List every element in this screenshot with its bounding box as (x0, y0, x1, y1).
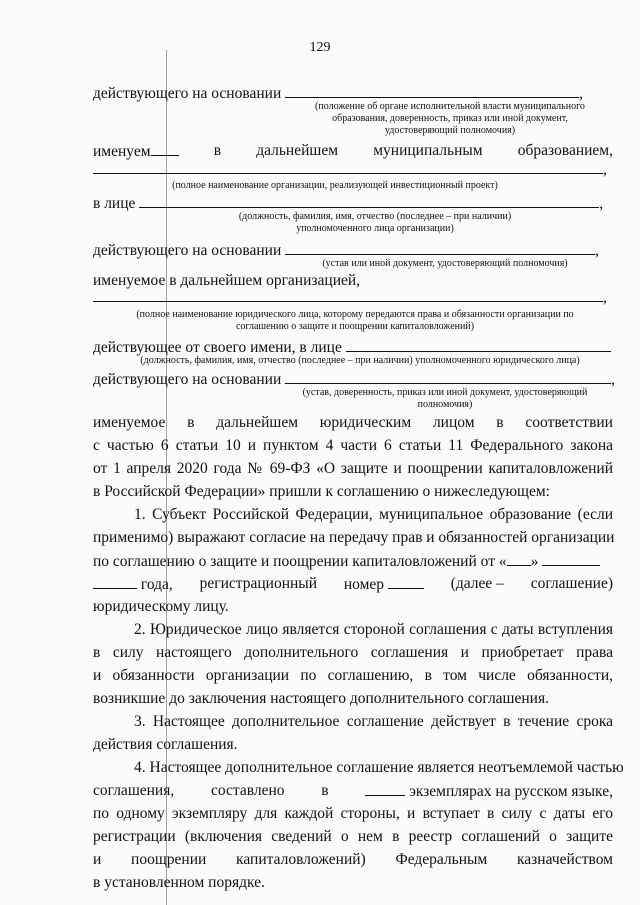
own-name-line: действующее от своего имени, в лице (93, 338, 613, 357)
blank-line-2: , (93, 288, 613, 307)
clause-1-line-4: года, регистрационный номер (далее – соглашение) (93, 575, 613, 594)
exec-note: (положение об органе исполнительной власти муниципального образования, доверенность, приказ или иной документ, удостоверяющий полномочия) (315, 101, 585, 136)
clause-2-line-3: и обязанности организации по соглашению, в том числе обязанности, (93, 667, 613, 684)
clause-3-line-1: 3. Настоящее дополнительное соглашение действует в течение срока (134, 713, 613, 730)
clause-4-line-2: соглашения, составлено в экземплярах на русском языке, (93, 782, 613, 800)
org-note: (полное наименование организации, реализующей инвестиционный проект) (172, 180, 498, 191)
in-person-line-1: в лице , (93, 195, 604, 212)
clause-1-line-1: 1. Субъект Российской Федерации, муниципальное образование (если (134, 506, 613, 523)
clause-4-line-6: в установленном порядке. (93, 874, 265, 891)
clause-1-line-3: по соглашению о защите и поощрении капиталовложений от « » (93, 552, 613, 571)
clause-4-line-3: по одному экземпляру для каждой стороны, и вступает в силу с даты его (93, 805, 613, 822)
preamble-line-2: от 1 апреля 2020 года № 69-ФЗ «О защите и поощрении капиталовложений (93, 460, 613, 477)
preamble-line-3: в Российской Федерации» пришли к соглашению о нижеследующем: (93, 483, 550, 500)
acting-basis-line-1: действующего на основании , (93, 85, 583, 102)
blank-line-1: , (93, 160, 613, 179)
clause-4-line-4: регистрации (включения сведений о нем в реестр соглашений о защите (93, 828, 613, 845)
preamble-line-1: с частью 6 статьи 10 и пунктом 4 части 6 статьи 11 Федерального закона (93, 437, 613, 454)
charter-note: (устав или иной документ, удостоверяющий полномочия) (322, 258, 568, 269)
named-org-line: именуемое в дальнейшем организацией, (93, 272, 361, 289)
clause-4-line-1: 4. Настоящее дополнительное соглашение является неотъемлемой частью (134, 759, 624, 776)
legal-person-note: (должность, фамилия, имя, отчество (последнее – при наличии) уполномоченного юридического лица) (140, 355, 580, 366)
acting-basis-line-3: действующего на основании , (93, 371, 615, 388)
clause-3-line-2: действия соглашения. (93, 736, 238, 753)
clause-1-line-5: юридическому лицу. (93, 598, 229, 615)
clause-4-line-5: и поощрении капиталовложений) Федеральным казначейством (93, 851, 613, 868)
clause-1-line-2: применимо) выражают согласие на передачу прав и обязанностей организации (93, 529, 615, 546)
clause-2-line-2: в силу настоящего дополнительного соглашения и приобретает права (93, 644, 613, 661)
power-note: (устав, доверенность, приказ или иной документ, удостоверяющий полномочия) (302, 387, 588, 410)
named-municipal-line: именуем в дальнейшем муниципальным образованием, (93, 142, 613, 160)
legal-note: (полное наименование юридического лица, которому передаются права и обязанности организации по соглашению о защите и поощрении капиталовложений) (136, 309, 574, 332)
page-number: 129 (309, 40, 331, 55)
clause-2-line-4: возникшие до заключения настоящего дополнительного соглашения. (93, 690, 549, 707)
clause-2-line-1: 2. Юридическое лицо является стороной соглашения с даты вступления (134, 621, 613, 638)
acting-basis-line-2: действующего на основании , (93, 242, 599, 259)
named-legal-line: именуемое в дальнейшем юридическим лицом в соответствии (93, 414, 613, 431)
position-note: (должность, фамилия, имя, отчество (последнее – при наличии) уполномоченного лица организации) (238, 211, 512, 234)
